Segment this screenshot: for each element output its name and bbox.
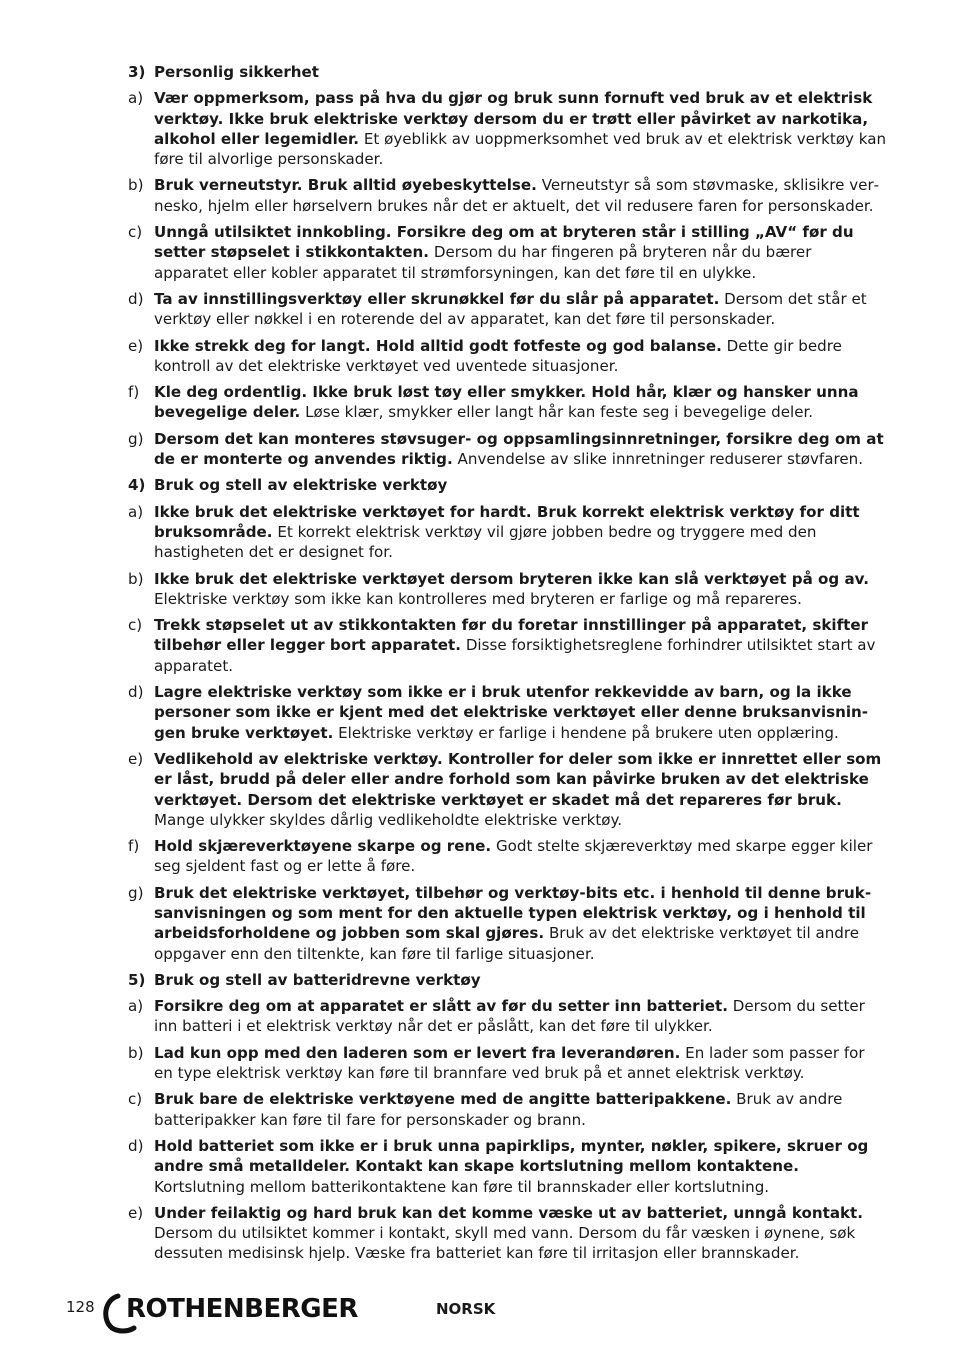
brand-logo bbox=[98, 1290, 358, 1336]
item-text: Elektriske verktøy som ikke kan kontrolleres med bryteren er farlige og må repareres. bbox=[154, 589, 802, 608]
list-item bbox=[128, 222, 888, 283]
item-letter: a) bbox=[128, 997, 144, 1016]
item-bold-text: Ikke bruk det elektriske verktøyet for hardt. Bruk korrekt elektrisk verktøy for ditt bruksområde. bbox=[154, 502, 860, 541]
item-letter: b) bbox=[128, 1043, 144, 1062]
item-body bbox=[154, 175, 888, 216]
section-title: Bruk og stell av elektriske verktøy bbox=[154, 476, 448, 495]
item-bold-text: Unngå utilsiktet innkobling. Forsikre deg om at bryteren står i stilling „AV“ før du setter støpselet i stikkontakten. bbox=[154, 223, 854, 262]
item-letter: e) bbox=[128, 336, 144, 355]
item-bold-text: Hold batteriet som ikke er i bruk unna papirklips, mynter, nøkler, spikere, skruer og andre små metalldeler. Kontakt kan skape kortslutning mellom kontaktene. bbox=[154, 1136, 869, 1176]
section-number: 4) bbox=[128, 476, 146, 495]
section-number: 3) bbox=[128, 63, 146, 81]
item-body bbox=[154, 836, 888, 877]
section-title: Personlig sikkerhet bbox=[154, 63, 319, 81]
item-body bbox=[154, 996, 888, 1037]
item-text: Bruk av det elektriske verktøyet til andre oppgaver enn den tiltenkte, kan føre til farlige situasjoner. bbox=[154, 924, 860, 963]
item-body bbox=[154, 289, 888, 330]
item-text: En lader som passer for en type elektrisk verktøy kan føre til brannfare ved bruk på et annet elektrisk verktøy. bbox=[154, 1043, 865, 1083]
section-title: Bruk og stell av batteridrevne verktøy bbox=[154, 970, 481, 989]
item-body bbox=[154, 502, 888, 563]
item-body bbox=[154, 1043, 888, 1084]
item-text: Dette gir bedre kontroll av det elektriske verktøyet ved uventede situasjoner. bbox=[154, 336, 842, 375]
list-item bbox=[128, 502, 888, 563]
list-item bbox=[128, 336, 888, 377]
item-text: Et øyeblikk av uoppmerksomhet ved bruk av et elektrisk verktøy kan føre til alvorlige personskader. bbox=[154, 129, 887, 169]
item-text: Dersom det står et verktøy eller nøkkel i en roterende del av apparatet, kan det føre til personskader. bbox=[154, 289, 867, 329]
list-item bbox=[128, 615, 888, 676]
list-item bbox=[128, 682, 888, 743]
item-body bbox=[154, 682, 888, 743]
item-letter: g) bbox=[128, 883, 144, 902]
list-item bbox=[128, 1089, 888, 1130]
list-item bbox=[128, 1203, 888, 1264]
item-bold-text: Bruk verneutstyr. Bruk alltid øyebeskyttelse. bbox=[154, 176, 537, 195]
item-letter: g) bbox=[128, 429, 144, 448]
item-bold-text: Under feilaktig og hard bruk kan det komme væske ut av batteriet, unngå kontakt. bbox=[154, 1203, 863, 1222]
item-text: Verneutstyr så som støvmaske, sklisikre vernesko, hjelm eller hørselvern brukes når det er aktuelt, det vil redusere faren for personskader. bbox=[154, 176, 880, 215]
item-body bbox=[154, 883, 888, 964]
item-bold-text: Trekk støpselet ut av stikkontakten før du foretar innstillinger på apparatet, skifter tilbehør eller legger bort apparatet. bbox=[154, 616, 869, 655]
item-text: Et korrekt elektrisk verktøy vil gjøre jobben bedre og tryggere med den hastigheten det er designet for. bbox=[154, 522, 817, 562]
list-item bbox=[128, 836, 888, 877]
item-text: Mange ulykker skyldes dårlig vedlikeholdte elektriske verktøy. bbox=[154, 810, 623, 829]
item-text: Anvendelse av slike innretninger reduserer støvfaren. bbox=[457, 450, 864, 469]
section-heading bbox=[128, 475, 888, 495]
item-letter: f) bbox=[128, 383, 140, 402]
list-item bbox=[128, 749, 888, 830]
item-letter: e) bbox=[128, 749, 144, 768]
item-letter: c) bbox=[128, 1090, 143, 1109]
item-body bbox=[154, 1136, 888, 1197]
item-bold-text: Bruk det elektriske verktøyet, tilbehør og verktøy-bits etc. i henhold til denne bruksanvisningen og som ment for den aktuelle typen elektrisk verktøy, og i henhold til arbeidsforholdene og jobben som skal gjøres. bbox=[154, 883, 872, 943]
item-bold-text: Ikke bruk det elektriske verktøyet dersom bryteren ikke kan slå verktøyet på og av. bbox=[154, 569, 869, 588]
item-text: Godt stelte skjæreverktøy med skarpe egger kiler seg sjeldent fast og er lette å føre. bbox=[154, 837, 873, 876]
item-body bbox=[154, 749, 888, 830]
item-bold-text: Bruk bare de elektriske verktøyene med de angitte batteripakkene. bbox=[154, 1090, 732, 1109]
document-body bbox=[128, 62, 888, 1270]
item-bold-text: Forsikre deg om at apparatet er slått av før du setter inn batteriet. bbox=[154, 997, 728, 1016]
language-label: NORSK bbox=[436, 1300, 496, 1318]
item-text: Disse forsiktighetsreglene forhindrer utilsiktet start av apparatet. bbox=[154, 636, 876, 675]
item-text: Dersom du har fingeren på bryteren når du bærer apparatet eller kobler apparatet til strømforsyningen, kan det føre til en ulykke. bbox=[154, 243, 812, 282]
item-body bbox=[154, 569, 888, 610]
item-bold-text: Lagre elektriske verktøy som ikke er i bruk utenfor rekkevidde av barn, og la ikke personer som ikke er kjent med det elektriske verktøyet eller denne bruksanvisningen bruke verktøyet. bbox=[154, 683, 869, 742]
list-item bbox=[128, 569, 888, 610]
list-item bbox=[128, 429, 888, 470]
list-item bbox=[128, 175, 888, 216]
item-bold-text: Vedlikehold av elektriske verktøy. Kontroller for deler som ikke er innrettet eller som er låst, brudd på deler eller andre forhold som kan påvirke bruken av det elektriske verktøyet. Dersom det elektriske verktøyet er skadet må det repareres før bruk. bbox=[154, 749, 882, 809]
item-body bbox=[154, 222, 888, 283]
item-letter: d) bbox=[128, 1136, 144, 1155]
item-letter: f) bbox=[128, 837, 140, 856]
item-letter: c) bbox=[128, 616, 143, 635]
item-bold-text: Lad kun opp med den laderen som er levert fra leverandøren. bbox=[154, 1043, 681, 1062]
list-item bbox=[128, 289, 888, 330]
brand-name: ROTHENBERGER bbox=[126, 1294, 358, 1324]
item-bold-text: Ta av innstillingsverktøy eller skrunøkkel før du slår på apparatet. bbox=[154, 289, 720, 308]
section-heading bbox=[128, 970, 888, 990]
item-letter: b) bbox=[128, 569, 144, 588]
item-text: Løse klær, smykker eller langt hår kan feste seg i bevegelige deler. bbox=[305, 403, 814, 422]
item-letter: d) bbox=[128, 683, 144, 702]
item-bold-text: Vær oppmerksom, pass på hva du gjør og bruk sunn fornuft ved bruk av et elektrisk verktøy. Ikke bruk elektriske verktøy dersom du er trøtt eller påvirket av narkotika, alkohol eller legemidler. bbox=[154, 89, 873, 148]
item-text: Bruk av andre batteripakker kan føre til fare for personskader og brann. bbox=[154, 1090, 843, 1129]
list-item bbox=[128, 996, 888, 1037]
item-bold-text: Hold skjæreverktøyene skarpe og rene. bbox=[154, 837, 492, 856]
page-footer bbox=[0, 1290, 954, 1340]
section-number: 5) bbox=[128, 970, 146, 989]
list-item bbox=[128, 88, 888, 169]
item-bold-text: Ikke strekk deg for langt. Hold alltid godt fotfeste og god balanse. bbox=[154, 336, 722, 355]
item-text: Elektriske verktøy er farlige i hendene på brukere uten opplæring. bbox=[338, 723, 839, 742]
item-letter: b) bbox=[128, 176, 144, 195]
item-letter: a) bbox=[128, 89, 144, 108]
item-bold-text: Kle deg ordentlig. Ikke bruk løst tøy eller smykker. Hold hår, klær og hansker unna bevegelige deler. bbox=[154, 383, 859, 422]
item-text: Dersom du utilsiktet kommer i kontakt, skyll med vann. Dersom du får væsken i øynene, søk dessuten medisinsk hjelp. Væske fra batteriet kan føre til irritasjon eller brannskader. bbox=[154, 1224, 856, 1263]
item-body bbox=[154, 429, 888, 470]
item-body bbox=[154, 382, 888, 423]
page-number: 128 bbox=[66, 1298, 95, 1316]
item-letter: c) bbox=[128, 223, 143, 242]
item-body bbox=[154, 88, 888, 169]
item-text: Dersom du setter inn batteri i et elektrisk verktøy når det er påslått, kan det føre til ulykker. bbox=[154, 997, 865, 1036]
section-heading bbox=[128, 62, 888, 82]
list-item bbox=[128, 1043, 888, 1084]
list-item bbox=[128, 1136, 888, 1197]
item-letter: e) bbox=[128, 1203, 144, 1222]
item-body bbox=[154, 615, 888, 676]
item-letter: d) bbox=[128, 289, 144, 308]
item-body bbox=[154, 1203, 888, 1264]
list-item bbox=[128, 382, 888, 423]
item-body bbox=[154, 1089, 888, 1130]
list-item bbox=[128, 883, 888, 964]
item-letter: a) bbox=[128, 502, 144, 521]
item-bold-text: Dersom det kan monteres støvsuger- og oppsamlingsinnretninger, forsikre deg om at de er monterte og anvendes riktig. bbox=[154, 429, 884, 469]
item-body bbox=[154, 336, 888, 377]
item-text: Kortslutning mellom batterikontaktene kan føre til brannskader eller kortslutning. bbox=[154, 1177, 770, 1196]
